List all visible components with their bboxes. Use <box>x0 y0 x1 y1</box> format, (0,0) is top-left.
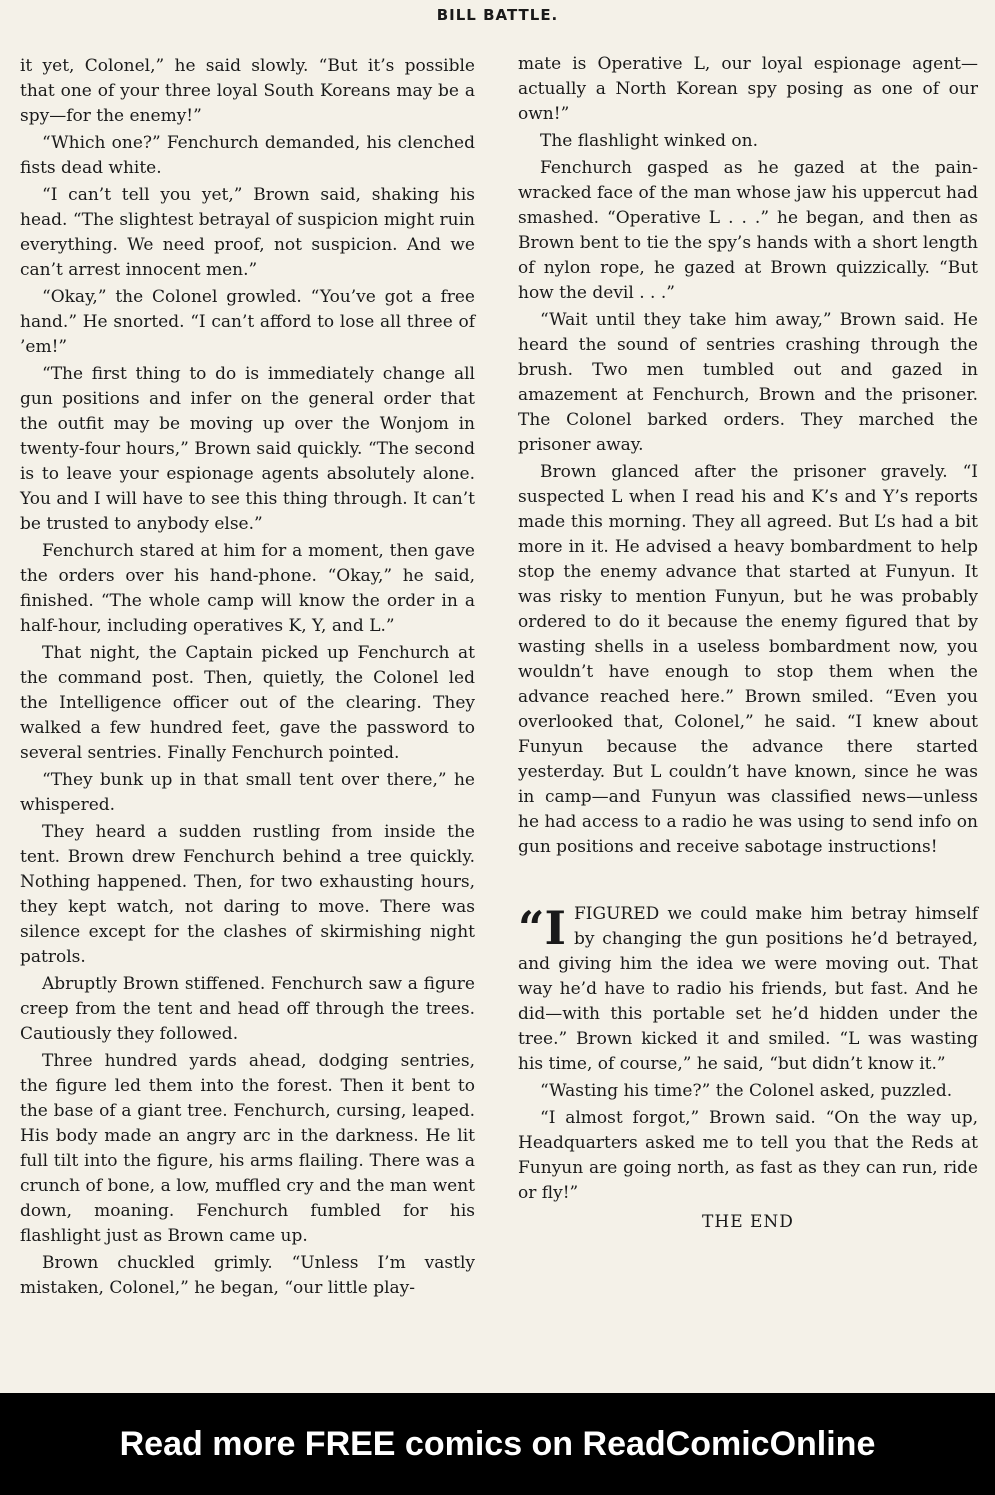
paragraph: That night, the Captain picked up Fenchurch at the command post. Then, quietly, the Colonel led the Intelligence officer out of the clearing. They walked a few hundred feet, gave the password to several sentries. Finally Fenchurch pointed. <box>20 643 475 763</box>
paragraph: it yet, Colonel,” he said slowly. “But it’s possible that one of your three loyal South Koreans may be a spy—for the enemy!” <box>20 56 475 126</box>
paragraph: Fenchurch stared at him for a moment, then gave the orders over his hand-phone. “Okay,” he said, finished. “The whole camp will know the order in a half-hour, including operatives K, Y, and L.” <box>20 541 475 636</box>
drop-cap: “I <box>518 901 566 955</box>
paragraph: “I almost forgot,” Brown said. “On the way up, Headquarters asked me to tell you that the Reds at Funyun are going north, as fast as they can run, ride or fly!” <box>518 1108 978 1203</box>
paragraph: “Okay,” the Colonel growled. “You’ve got a free hand.” He snorted. “I can’t afford to lose all three of ’em!” <box>20 287 475 357</box>
paragraph: Abruptly Brown stiffened. Fenchurch saw a figure creep from the tent and head off through the trees. Cautiously they followed. <box>20 974 475 1044</box>
paragraph: “I can’t tell you yet,” Brown said, shaking his head. “The slightest betrayal of suspicion might ruin everything. We need proof, not suspicion. And we can’t arrest innocent men.” <box>20 185 475 280</box>
left-text-column <box>20 54 475 1303</box>
paragraph: Fenchurch gasped as he gazed at the pain-wracked face of the man whose jaw his uppercut had smashed. “Operative L . . .” he began, and then as Brown bent to tie the spy’s hands with a short length of nylon rope, he gazed at Brown quizzically. “But how the devil . . .” <box>518 158 978 303</box>
paragraph: “Wasting his time?” the Colonel asked, puzzled. <box>540 1081 953 1101</box>
right-text-column <box>518 52 978 1235</box>
running-header: BILL BATTLE. <box>436 6 559 24</box>
paragraph-text: FIGURED we could make him betray himself by changing the gun positions he’d betrayed, and giving him the idea we were moving out. That way he’d have to radio his friends, but fast. And he did—with this portable set he’d hidden under the tree.” Brown kicked it and smiled. “L was wasting his time, of course,” he said, “but didn’t know it.” <box>518 904 978 1074</box>
paragraph: “The first thing to do is immediately change all gun positions and infer on the general order that the outfit may be moving up over the Wonjom in twenty-four hours,” Brown said quickly. “The second is to leave your espionage agents absolutely alone. You and I will have to see this thing through. It can’t be trusted to anybody else.” <box>20 364 475 534</box>
paragraph: Brown chuckled grimly. “Unless I’m vastly mistaken, Colonel,” he began, “our little play- <box>20 1253 475 1298</box>
paragraph: Brown glanced after the prisoner gravely. “I suspected L when I read his and K’s and Y’s reports made this morning. They all agreed. But L’s had a bit more in it. He advised a heavy bombardment to help stop the enemy advance that started at Funyun. It was risky to mention Funyun, but he was probably ordered to do it because the enemy figured that by wasting shells in a useless bombardment now, you wouldn’t have enough to stop them when the advance reached here.” Brown smiled. “Even you overlooked that, Colonel,” he said. “I knew about Funyun because the advance there started yesterday. But L couldn’t have known, since he was in camp—and Funyun was classified news—unless he had access to a radio he was using to send info on gun positions and receive sabotage instructions! <box>518 462 978 857</box>
paragraph: “They bunk up in that small tent over there,” he whispered. <box>20 770 475 815</box>
paragraph: “Wait until they take him away,” Brown said. He heard the sound of sentries crashing through the brush. Two men tumbled out and gazed in amazement at Fenchurch, Brown and the prisoner. The Colonel barked orders. They marched the prisoner away. <box>518 310 978 455</box>
drop-cap-paragraph <box>518 902 978 1077</box>
paragraph: Three hundred yards ahead, dodging sentries, the figure led them into the forest. Then it bent to the base of a giant tree. Fenchurch, cursing, leaped. His body made an angry arc in the darkness. He lit full tilt into the figure, his arms flailing. There was a crunch of bone, a low, muffled cry and the man went down, moaning. Fenchurch fumbled for his flashlight just as Brown came up. <box>20 1051 475 1246</box>
paragraph: They heard a sudden rustling from inside the tent. Brown drew Fenchurch behind a tree quickly. Nothing happened. Then, for two exhausting hours, they kept watch, not daring to move. There was silence except for the clashes of skirmishing night patrols. <box>20 822 475 967</box>
paragraph: mate is Operative L, our loyal espionage agent—actually a North Korean spy posing as one of our own!” <box>518 54 978 124</box>
promo-banner: Read more FREE comics on ReadComicOnline <box>119 1424 876 1463</box>
paragraph: “Which one?” Fenchurch demanded, his clenched fists dead white. <box>20 133 475 178</box>
paragraph: The flashlight winked on. <box>540 131 759 151</box>
the-end-label: THE END <box>702 1212 794 1232</box>
